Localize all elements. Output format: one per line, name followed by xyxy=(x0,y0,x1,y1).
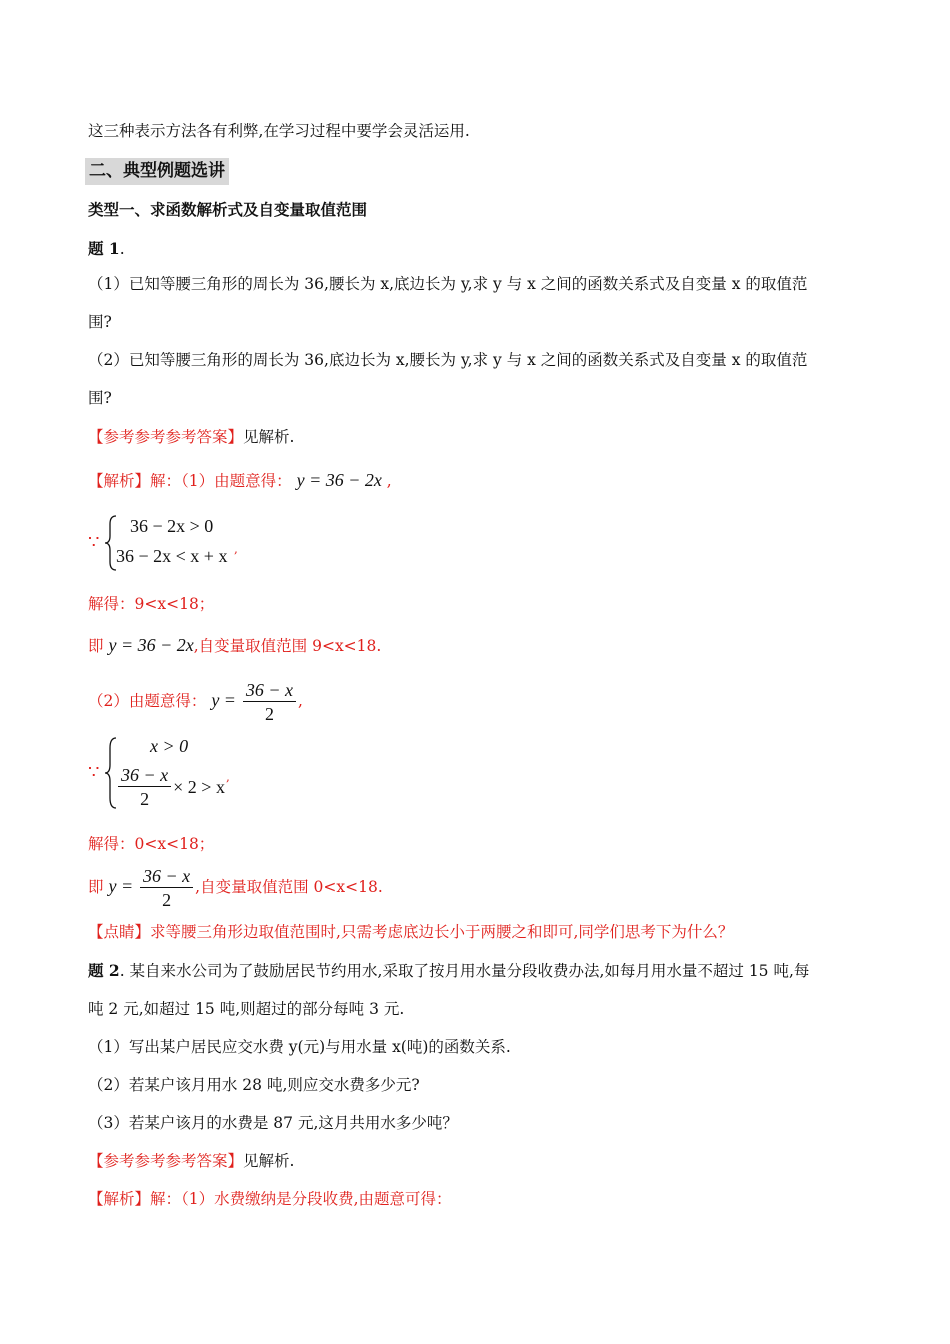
q1-part1-line-b: 围? xyxy=(88,313,112,331)
q2-intro-line-b: 吨 2 元,如超过 15 吨,则超过的部分每吨 3 元. xyxy=(88,1000,405,1018)
q1-part1-line-a: （1）已知等腰三角形的周长为 36,腰长为 x,底边长为 y,求 y 与 x 之间的函数关系式及自变量 x 的取值范 xyxy=(88,275,808,293)
y-equals-2: y = xyxy=(211,690,236,710)
q1-answer-line xyxy=(88,426,294,448)
q2-label: 题 2 xyxy=(88,961,120,980)
q2-answer-line xyxy=(88,1150,294,1172)
fraction-3: $\frac{36 - x}{2}$ xyxy=(140,865,193,912)
section-title: 二、典型例题选讲 xyxy=(85,158,229,185)
q2-answer-tag: 【参考参考参考答案】 xyxy=(88,1152,244,1170)
answer-text: 见解析. xyxy=(243,428,295,446)
tip-text: 求等腰三角形边取值范围时,只需考虑底边长小于两腰之和即可,同学们思考下为什么？ xyxy=(150,923,734,941)
ji-1: 即 xyxy=(88,637,104,655)
q2-part-3: （3）若某户该月的水费是 87 元,这月共用水多少吨？ xyxy=(88,1114,458,1132)
q2-answer-text: 见解析. xyxy=(243,1152,295,1170)
fraction-sys-2: $\frac{36 - x}{2}$ xyxy=(118,764,171,811)
system-2-line-1: x > 0 xyxy=(150,736,189,756)
result-1-line xyxy=(88,634,381,657)
ji-2: 即 xyxy=(88,878,104,896)
q1-label-line: 题 1. xyxy=(88,239,125,258)
fraction-2 xyxy=(243,679,296,726)
q1-label: 题 1 xyxy=(88,239,120,258)
result-1-equation: y = 36 − 2x xyxy=(108,635,194,655)
q2-analysis-tag: 【解析】 xyxy=(88,1190,151,1208)
answer-tag: 【参考参考参考答案】 xyxy=(88,428,244,446)
fraction-2-num: 36 − x xyxy=(243,679,296,702)
q2-intro-line-a xyxy=(88,960,809,982)
q2-intro-a: . 某自来水公司为了鼓励居民节约用水,采取了按月用水量分段收费办法,如每月用水量不超过 15 吨,每 xyxy=(119,962,810,980)
system-1-line-1: 36 − 2x > 0 xyxy=(130,516,214,536)
q2-analysis-line xyxy=(88,1188,452,1210)
type-heading: 类型一、求函数解析式及自变量取值范围 xyxy=(88,200,368,219)
q2-analysis-text: 解：（1）水费缴纳是分段收费,由题意可得： xyxy=(150,1190,452,1208)
system-1-line-2: 36 − 2x < x + x xyxy=(116,546,228,566)
because-symbol-1: ∵ xyxy=(88,532,100,553)
q1-part2-line-b: 围? xyxy=(88,389,112,407)
result-2-line xyxy=(88,862,383,912)
y-equals-3: y = xyxy=(108,876,134,896)
system-2-line-2 xyxy=(116,764,225,811)
solution-1-prefix: 解：（1）由题意得： xyxy=(150,472,292,490)
system-2-times: × 2 > x xyxy=(173,777,225,797)
fraction-2-den: 2 xyxy=(264,703,274,724)
solve-1: 解得：9<x<18； xyxy=(88,595,215,613)
equation-1: y = 36 − 2x xyxy=(296,470,382,490)
q2-part-2: （2）若某户该月用水 28 吨,则应交水费多少元? xyxy=(88,1076,420,1094)
q1-analysis-line: 【解析】解：（1）由题意得： y = 36 − 2x , xyxy=(88,470,392,490)
analysis-tag: 【解析】 xyxy=(88,472,151,490)
result-2-tail: ,自变量取值范围 0<x<18. xyxy=(195,878,383,896)
solution-2-prefix: （2）由题意得： xyxy=(88,692,207,710)
tip-line xyxy=(88,921,733,943)
tip-tag: 【点睛】 xyxy=(88,923,151,941)
because-symbol-2: ∵ xyxy=(88,762,100,783)
solution-2-line: （2）由题意得： y = $\frac{36 - x}{2}$ , xyxy=(88,679,303,724)
q1-part2-line-a: （2）已知等腰三角形的周长为 36,底边长为 x,腰长为 y,求 y 与 x 之间的函数关系式及自变量 x 的取值范 xyxy=(88,351,808,369)
q2-part-1: （1）写出某户居民应交水费 y(元)与用水量 x(吨)的函数关系. xyxy=(88,1038,511,1056)
solve-2: 解得：0<x<18； xyxy=(88,835,215,853)
result-1-tail: ,自变量取值范围 9<x<18. xyxy=(193,637,382,655)
intro-line: 这三种表示方法各有利弊,在学习过程中要学会灵活运用. xyxy=(88,122,470,140)
